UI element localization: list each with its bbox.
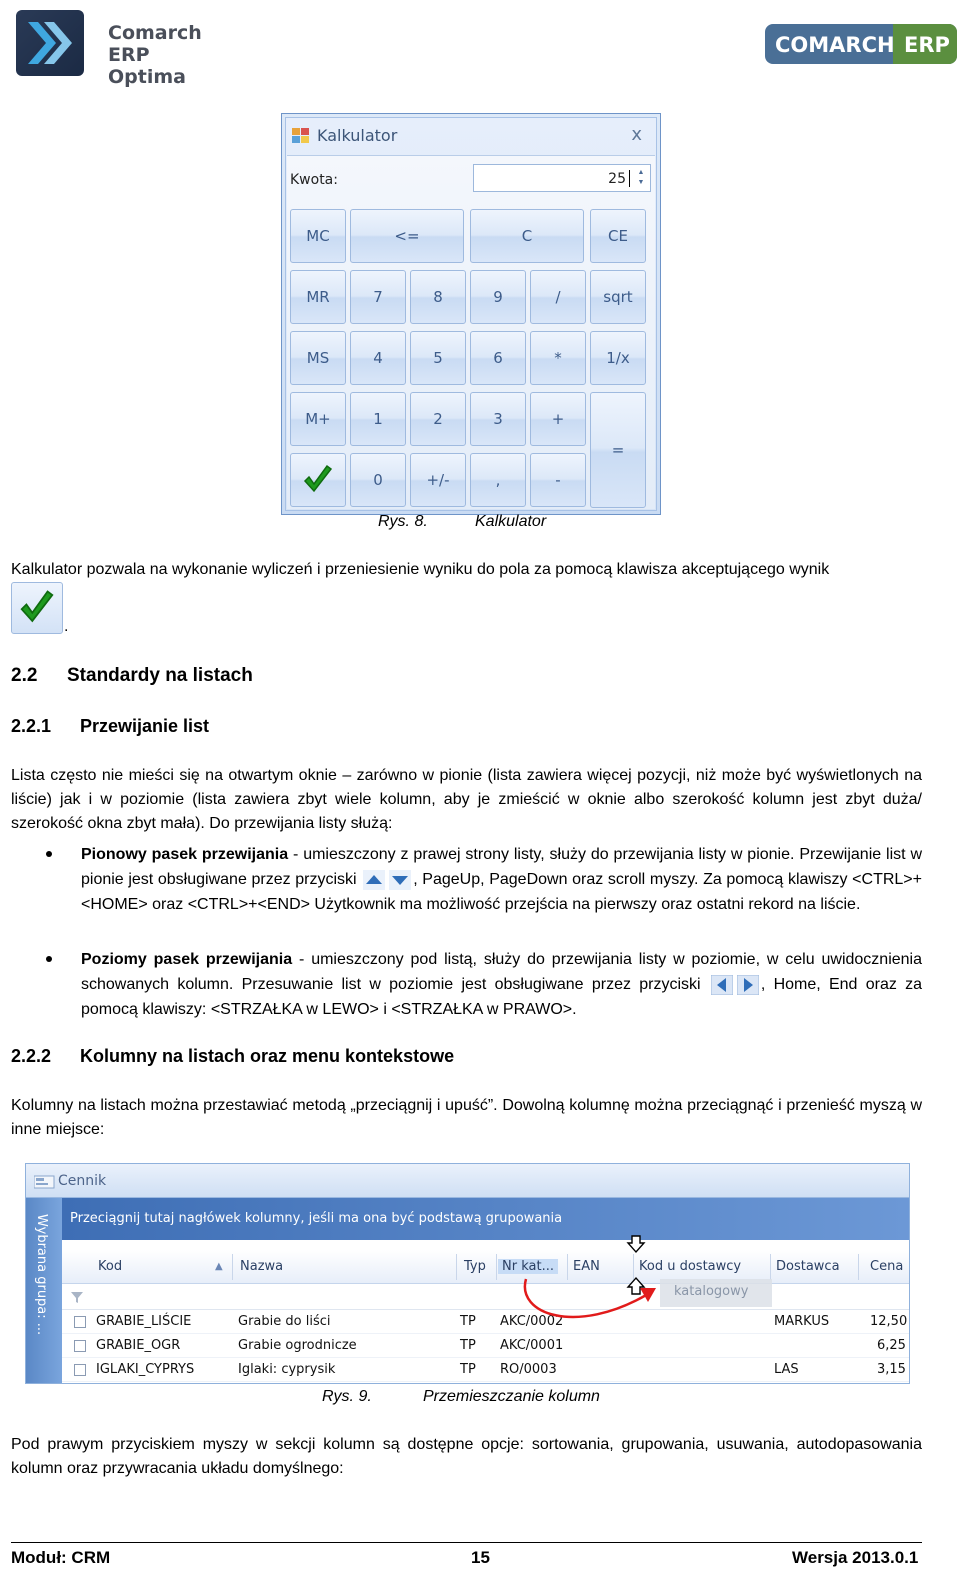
calculator-window: [281, 113, 661, 515]
column-divider: [232, 1254, 233, 1280]
column-header-kod-dostawcy[interactable]: Kod u dostawcy: [639, 1259, 742, 1274]
amount-value: 25: [608, 171, 626, 187]
cell-typ: TP: [460, 1338, 476, 1353]
calculator-description: Kalkulator pozwala na wykonanie wyliczeń i przeniesienie wyniku do pola za pomocą klawisza akceptującego wynik: [11, 561, 830, 578]
bullet-text: - umieszczony pod listą, służy do przewijania listy w poziomie, w celu uwidocznienia schowanych kolumn. Przesuwanie list w poziomie jest obsługiwane przez przyciski: [81, 951, 923, 993]
spin-up-icon[interactable]: ▲: [637, 169, 645, 176]
section-2-2-2-heading: [11, 1046, 455, 1067]
calculator-app-icon: [292, 128, 310, 144]
clear-button[interactable]: C: [470, 209, 584, 263]
figure-8-number: Rys. 8.: [378, 513, 428, 530]
row-checkbox[interactable]: [74, 1364, 86, 1376]
section-title: Przewijanie list: [80, 716, 210, 736]
bullet-term: Pionowy pasek przewijania: [81, 846, 289, 863]
column-divider: [496, 1254, 497, 1280]
section-2-2-1-heading: [11, 716, 210, 737]
column-header-cena[interactable]: Cena: [870, 1259, 904, 1274]
vertical-scroll-item: [81, 842, 922, 917]
mr-button[interactable]: MR: [290, 270, 346, 324]
digit-2-button[interactable]: 2: [410, 392, 466, 446]
cell-nazwa: Grabie ogrodnicze: [238, 1338, 357, 1353]
cell-nr-kat: AKC/0002: [500, 1314, 564, 1329]
arrow-down-icon: [389, 870, 411, 890]
footer-page-number: 15: [471, 1548, 490, 1567]
drop-marker-down-icon: [626, 1234, 646, 1254]
sqrt-button[interactable]: sqrt: [590, 270, 646, 324]
row-checkbox[interactable]: [74, 1340, 86, 1352]
column-header-row: [62, 1250, 909, 1284]
digit-0-button[interactable]: 0: [350, 453, 406, 507]
calculator-body: [287, 155, 655, 509]
table-row[interactable]: [62, 1334, 909, 1358]
backspace-button[interactable]: <=: [350, 209, 464, 263]
cell-cena: 12,50: [870, 1314, 908, 1329]
multiply-button[interactable]: *: [530, 331, 586, 385]
decimal-comma-button[interactable]: ,: [470, 453, 526, 507]
row-checkbox[interactable]: [74, 1316, 86, 1328]
digit-1-button[interactable]: 1: [350, 392, 406, 446]
digit-7-button[interactable]: 7: [350, 270, 406, 324]
spin-down-icon[interactable]: ▼: [637, 179, 645, 186]
footer-module: Moduł: CRM: [11, 1548, 111, 1567]
cell-nr-kat: RO/0003: [500, 1362, 557, 1377]
arrow-left-icon: [711, 975, 733, 995]
filter-icon: [70, 1290, 84, 1304]
digit-8-button[interactable]: 8: [410, 270, 466, 324]
group-tree-tab[interactable]: [26, 1198, 62, 1383]
price-list-title: Cennik: [58, 1173, 107, 1189]
reciprocal-button[interactable]: 1/x: [590, 331, 646, 385]
section-number: 2.2.2: [11, 1046, 52, 1066]
horizontal-scroll-item: [81, 947, 922, 1022]
ms-button[interactable]: MS: [290, 331, 346, 385]
brand-suffix: ERP: [904, 33, 950, 57]
sort-ascending-icon: ▲: [215, 1261, 223, 1272]
section-number: 2.2.1: [11, 716, 52, 736]
footer-version: Wersja 2013.0.1: [792, 1548, 919, 1567]
column-header-dostawca[interactable]: Dostawca: [776, 1259, 840, 1274]
column-header-kod[interactable]: Kod: [98, 1259, 123, 1274]
equals-button[interactable]: =: [590, 392, 646, 508]
cell-kod: GRABIE_OGR: [96, 1338, 181, 1353]
column-header-ean[interactable]: EAN: [573, 1259, 600, 1274]
accept-button[interactable]: [290, 453, 346, 507]
price-list-window: [25, 1163, 910, 1384]
calculator-titlebar: [286, 118, 656, 154]
cell-cena: 6,25: [877, 1338, 906, 1353]
context-menu-description: Pod prawym przyciskiem myszy w sekcji kolumn są dostępne opcje: sortowania, grupowania, usuwania, autodopasowania kolumn oraz przywracania układu domyślnego:: [11, 1436, 922, 1477]
filter-row[interactable]: [62, 1284, 909, 1310]
section-2-2-heading: [11, 665, 253, 687]
section-title: Standardy na listach: [67, 665, 253, 686]
bullet-text-cont: , PageUp, PageDown oraz scroll myszy. Za pomocą klawiszy <CTRL>+<HOME> oraz <CTRL>+<END> Użytkownik ma możliwość przejścia na pierwszy oraz ostatni rekord na liście.: [81, 871, 922, 913]
close-icon[interactable]: x: [631, 124, 642, 145]
grouping-drop-zone[interactable]: [62, 1198, 909, 1240]
minus-button[interactable]: -: [530, 453, 586, 507]
clear-entry-button[interactable]: CE: [590, 209, 646, 263]
column-header-typ[interactable]: Typ: [464, 1259, 486, 1274]
bullet-text-cont: , Home, End oraz za pomocą klawiszy: <STRZAŁKA w LEWO> i <STRZAŁKA w PRAWO>.: [81, 976, 923, 1018]
footer-divider: [11, 1542, 922, 1543]
digit-5-button[interactable]: 5: [410, 331, 466, 385]
drag-ghost-label: katalogowy: [674, 1284, 749, 1299]
drag-path-arrow-icon: [516, 1274, 666, 1334]
digit-4-button[interactable]: 4: [350, 331, 406, 385]
divide-button[interactable]: /: [530, 270, 586, 324]
optima-logo-icon: [14, 8, 86, 78]
checkmark-icon: [17, 588, 57, 628]
product-name-line1: Comarch ERP: [108, 22, 202, 66]
amount-label: Kwota:: [290, 172, 338, 188]
calculator-description-end: .: [64, 618, 69, 635]
arrow-up-icon: [363, 870, 385, 890]
amount-input[interactable]: [473, 164, 651, 192]
cell-cena: 3,15: [877, 1362, 906, 1377]
cell-kod: GRABIE_LIŚCIE: [96, 1314, 192, 1329]
price-list-titlebar: [26, 1164, 909, 1198]
bullet-term: Poziomy pasek przewijania: [81, 951, 293, 968]
section-number: 2.2: [11, 665, 38, 686]
bullet-dot: [46, 851, 52, 857]
cell-nazwa: Iglaki: cyprysik: [238, 1362, 336, 1377]
figure-9-title: Przemieszczanie kolumn: [423, 1388, 600, 1405]
bullet-dot: [46, 956, 52, 962]
plus-button[interactable]: +: [530, 392, 586, 446]
drag-ghost-column: [660, 1279, 772, 1307]
section-title: Kolumny na listach oraz menu kontekstowe: [80, 1046, 455, 1066]
cell-dostawca: LAS: [774, 1362, 799, 1377]
digit-3-button[interactable]: 3: [470, 392, 526, 446]
text-caret: [629, 170, 630, 187]
group-tree-label: Wybrana grupa: ...: [34, 1214, 49, 1336]
grouping-hint: Przeciągnij tutaj nagłówek kolumny, jeśli ma ona być podstawą grupowania: [70, 1211, 563, 1226]
digit-9-button[interactable]: 9: [470, 270, 526, 324]
figure-8-title: Kalkulator: [475, 513, 547, 530]
cell-nazwa: Grabie do liści: [238, 1314, 331, 1329]
comarch-erp-optima-logo: [14, 8, 246, 88]
arrow-right-icon: [737, 975, 759, 995]
accept-button-illustration: [11, 582, 63, 634]
column-header-nr-kat[interactable]: Nr kat...: [498, 1259, 558, 1274]
figure-9-number: Rys. 9.: [322, 1388, 372, 1405]
columns-description: Kolumny na listach można przestawiać metodą „przeciągnij i upuść”. Dowolną kolumnę można przeciągnąć i przenieść myszą w inne miejsce:: [11, 1097, 922, 1138]
mc-button[interactable]: MC: [290, 209, 346, 263]
sign-toggle-button[interactable]: +/-: [410, 453, 466, 507]
checkmark-icon: [301, 463, 335, 497]
cell-nr-kat: AKC/0001: [500, 1338, 564, 1353]
comarch-brand-logo: [765, 24, 957, 64]
cell-typ: TP: [460, 1314, 476, 1329]
column-divider: [456, 1254, 457, 1280]
digit-6-button[interactable]: 6: [470, 331, 526, 385]
table-row[interactable]: [62, 1358, 909, 1382]
cell-dostawca: MARKUS: [774, 1314, 830, 1329]
m-plus-button[interactable]: M+: [290, 392, 346, 446]
cell-kod: IGLAKI_CYPRYS: [96, 1362, 195, 1377]
price-list-icon: [34, 1174, 56, 1190]
column-divider: [770, 1254, 771, 1280]
scroll-description: Lista często nie mieści się na otwartym oknie – zarówno w pionie (lista zawiera więcej pozycji, niż może być wyświetlonych na liście) jak i w poziomie (lista zawiera zbyt wiele kolumn, aby je zmieścić w oknie albo szerokość kolumn jest zbyt duża/ szerokość okna zbyt mała). Do przewijania listy służą:: [11, 767, 922, 832]
product-name-line2: Optima: [108, 66, 186, 88]
cell-typ: TP: [460, 1362, 476, 1377]
bullet-text: - umieszczony z prawej strony listy, służy do przewijania listy w pionie. Przewijanie list w pionie jest obsługiwane przez przyciski: [81, 846, 922, 888]
calculator-title: Kalkulator: [317, 126, 398, 145]
brand-text: COMARCH: [775, 33, 895, 57]
column-divider: [858, 1254, 859, 1280]
column-header-nazwa[interactable]: Nazwa: [240, 1259, 284, 1274]
table-row[interactable]: [62, 1310, 909, 1334]
